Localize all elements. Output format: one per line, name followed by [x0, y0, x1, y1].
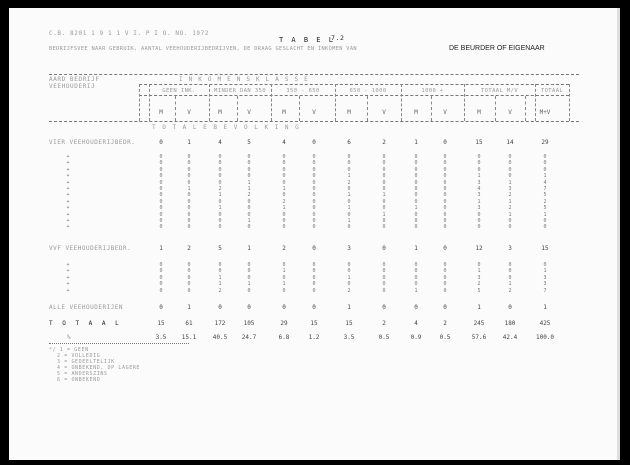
- legend-3: 3 = GEDEELTELIJK: [57, 359, 115, 365]
- sub-row-column: 0 0 0 0 0: [382, 262, 386, 294]
- sub-row-column: 0 0 0 0 0 1 0 2 1 0 0 0: [282, 154, 286, 231]
- table-cell: 0: [382, 245, 386, 252]
- table-cell: 0: [414, 304, 418, 311]
- table-label: T A B E L: [279, 36, 335, 44]
- sub-header: V: [382, 109, 386, 116]
- legend-5: 5 = ANDERSZINS: [57, 371, 108, 377]
- sub-row-column: 0 0 0 0 0: [312, 262, 316, 294]
- sub-row-column: 0 0 0 0 1 1 2 0 0 0 1 0: [247, 154, 251, 231]
- sub-row-column: 0 0 0 0 0: [443, 262, 447, 294]
- sub-row-column: 0 0 0 1 3 4 3 1 3 0 0 0: [477, 154, 481, 231]
- table-cell: 0: [312, 245, 316, 252]
- column-divider: [525, 96, 526, 121]
- table-cell: 5: [247, 139, 251, 146]
- column-divider: [367, 96, 368, 121]
- sub-row-column: 0 0 0 0 0 0 0 0 1 0 0 0: [414, 154, 418, 231]
- rule-footnote: [49, 343, 189, 344]
- table-cell: 15: [475, 139, 483, 146]
- column-divider: [237, 96, 238, 121]
- table-cell: 61: [185, 320, 193, 327]
- sub-row-column: 0 0 0 0 0 0 0 0 0 0 0 0: [443, 154, 447, 231]
- column-divider: [299, 96, 300, 121]
- table-cell: 3: [508, 245, 512, 252]
- table-cell: 0: [443, 245, 447, 252]
- table-cell: 6.8: [278, 334, 290, 341]
- row-label: %: [67, 334, 72, 341]
- table-cell: 0: [282, 304, 286, 311]
- legend-4: 4 = ONBEKEND, OP LAGERE: [57, 365, 141, 371]
- table-cell: 1: [159, 245, 163, 252]
- table-cell: 2: [382, 139, 386, 146]
- row-label: VVF VEEHOUDERIJBEDR.: [49, 245, 132, 252]
- table-cell: 2: [187, 245, 191, 252]
- sub-row-column: 0 0 0 0 0 1 0 0 0 0 0 0: [187, 154, 191, 231]
- column-group-header: 1000 +: [421, 88, 444, 94]
- sub-header: M+V: [539, 109, 551, 116]
- table-cell: 0.5: [439, 334, 451, 341]
- column-divider: [535, 84, 536, 121]
- sub-row-column: 0 0 0 0 0: [159, 262, 163, 294]
- table-cell: 24.7: [241, 334, 257, 341]
- row-label: T O T A A L: [49, 320, 122, 327]
- sub-row-column: 0 0 1 1 2: [218, 262, 222, 294]
- table-cell: 0: [247, 304, 251, 311]
- table-cell: 105: [243, 320, 255, 327]
- table-cell: 15: [310, 320, 318, 327]
- row-label: VIER VEEHOUDERIJBEDR.: [49, 139, 136, 146]
- table-cell: 0: [443, 139, 447, 146]
- table-cell: 1: [414, 139, 418, 146]
- document-code: C.B. 8201 1 9 1 1 V I. P I O. NO. 1972: [49, 30, 210, 37]
- table-cell: 15.1: [181, 334, 197, 341]
- row-label: ALLE VEEHOUDERIJEN: [49, 304, 124, 311]
- sub-row-column: 0 0 0 0 1: [414, 262, 418, 294]
- table-cell: 1: [247, 245, 251, 252]
- sub-header: M: [159, 109, 163, 116]
- table-cell: 57.6: [471, 334, 487, 341]
- sub-row-column: 0 0 0 0 0 0 0 0 0 0 0 0: [312, 154, 316, 231]
- rule-band: [139, 84, 569, 85]
- table-cell: 2: [382, 320, 386, 327]
- table-cell: 0: [443, 304, 447, 311]
- column-divider: [175, 96, 176, 121]
- table-cell: 0.9: [410, 334, 422, 341]
- column-divider: [335, 84, 336, 121]
- table-cell: 42.4: [502, 334, 518, 341]
- income-class-band: I N K O M E N S K L A S S E: [179, 76, 309, 83]
- column-group-header: TOTAAL: [540, 88, 564, 94]
- section-title: T O T A L E B E V O L K I N G: [152, 124, 301, 131]
- table-cell: 2: [443, 320, 447, 327]
- sub-header: M: [477, 109, 481, 116]
- table-cell: 12: [475, 245, 483, 252]
- row-header-2: VEEHOUDERIJ: [49, 83, 96, 90]
- table-cell: 0: [218, 304, 222, 311]
- sub-row-column: 0 1 3 2 5: [477, 262, 481, 294]
- column-divider: [271, 84, 272, 121]
- table-cell: 2: [282, 245, 286, 252]
- sub-row-column: 0 0 0 0 1 3 2 1 2 1 0 0: [508, 154, 512, 231]
- table-cell: 15: [541, 245, 549, 252]
- table-cell: 0.5: [378, 334, 390, 341]
- table-cell: 1: [187, 139, 191, 146]
- table-subtitle: BEDRIJFSVEE NAAR GEBRUIK, AANTAL VEEHOUDERIJBEDRIJVEN, DE DRAAG GESLACHT EN INKOMEN VAN: [49, 46, 357, 52]
- column-divider: [149, 84, 150, 121]
- column-divider: [464, 84, 465, 121]
- table-cell: 180: [504, 320, 516, 327]
- table-cell: 0: [159, 304, 163, 311]
- sub-header: V: [187, 109, 191, 116]
- column-group-header: MINDER DAN 350: [214, 88, 266, 94]
- sub-row-column: 0 1 0 1 0: [282, 262, 286, 294]
- sub-header: M: [282, 109, 286, 116]
- column-group-header: TOTAAL M/V: [480, 88, 519, 94]
- column-group-header: GEEN INK.: [162, 88, 196, 94]
- table-cell: 1: [187, 304, 191, 311]
- table-cell: 3: [347, 245, 351, 252]
- table-subtitle-end: DE BEURDER OF EIGENAAR: [449, 45, 545, 52]
- column-divider: [569, 84, 570, 121]
- column-divider: [401, 84, 402, 121]
- legend-2: 2 = VOLLEDIG: [57, 353, 101, 359]
- sub-row-column: 0 0 0 0 0: [187, 262, 191, 294]
- table-cell: 172: [214, 320, 226, 327]
- column-divider: [209, 84, 210, 121]
- row-markers-2: + + + + +: [66, 262, 70, 294]
- sub-row-column: 0 0 0 1 2: [508, 262, 512, 294]
- sub-row-column: 0 1 3 3 7: [543, 262, 547, 294]
- sub-row-column: 0 0 0 1 2 0 1 0 1 0 1 0: [347, 154, 351, 231]
- sub-header: V: [247, 109, 251, 116]
- table-cell: 1: [414, 245, 418, 252]
- table-cell: 1.2: [308, 334, 320, 341]
- sub-header: M: [218, 109, 222, 116]
- row-markers: + + + + + + + + + + + +: [66, 154, 70, 231]
- column-group-header: 350 - 650: [286, 88, 320, 94]
- table-cell: 0: [382, 304, 386, 311]
- table-cell: 6: [347, 139, 351, 146]
- sub-row-column: 0 0 0 1 4 7 5 2 5 1 0 0: [543, 154, 547, 231]
- table-cell: 4: [414, 320, 418, 327]
- sub-header: M: [347, 109, 351, 116]
- column-divider: [139, 84, 140, 121]
- table-cell: 4: [218, 139, 222, 146]
- table-cell: 3.5: [343, 334, 355, 341]
- table-cell: 29: [280, 320, 288, 327]
- table-cell: 15: [157, 320, 165, 327]
- table-cell: 1: [543, 304, 547, 311]
- rule-top: [49, 74, 579, 75]
- sub-header: M: [414, 109, 418, 116]
- sub-row-column: 0 0 0 1 0: [247, 262, 251, 294]
- rule-headers: [49, 121, 579, 122]
- sub-header: V: [508, 109, 512, 116]
- sub-header: V: [312, 109, 316, 116]
- column-group-header: 650 - 1000: [349, 88, 387, 94]
- sub-row-column: 0 0 0 0 0 0 0 0 0 0 0 0: [159, 154, 163, 231]
- table-cell: 0: [312, 304, 316, 311]
- table-cell: 245: [473, 320, 485, 327]
- legend-6: 6 = ONBEKEND: [57, 377, 101, 383]
- table-cell: 1: [347, 304, 351, 311]
- table-cell: 3.5: [155, 334, 167, 341]
- table-cell: 4: [282, 139, 286, 146]
- table-cell: 29: [541, 139, 549, 146]
- sub-row-column: 0 0 0 0 0 0 1 0 0 1 0 0: [382, 154, 386, 231]
- table-cell: 5: [218, 245, 222, 252]
- table-cell: 100.0: [535, 334, 555, 341]
- table-cell: 0: [312, 139, 316, 146]
- row-header-1: AARD BEDRIJF: [49, 76, 100, 83]
- column-divider: [495, 96, 496, 121]
- table-number: 7.2: [331, 34, 345, 42]
- table-cell: 14: [506, 139, 514, 146]
- column-divider: [431, 96, 432, 121]
- table-cell: 1: [477, 304, 481, 311]
- table-cell: 40.5: [212, 334, 228, 341]
- document-page: [9, 8, 620, 460]
- sub-row-column: 0 0 1 0 2: [347, 262, 351, 294]
- sub-row-column: 0 0 0 0 0 2 1 0 1 0 0 0: [218, 154, 222, 231]
- table-cell: 0: [508, 304, 512, 311]
- table-cell: 0: [159, 139, 163, 146]
- rule-groups: [139, 95, 569, 96]
- sub-header: V: [443, 109, 447, 116]
- table-cell: 15: [345, 320, 353, 327]
- legend-1: */ 1 = GEEN: [49, 347, 89, 353]
- table-cell: 425: [539, 320, 551, 327]
